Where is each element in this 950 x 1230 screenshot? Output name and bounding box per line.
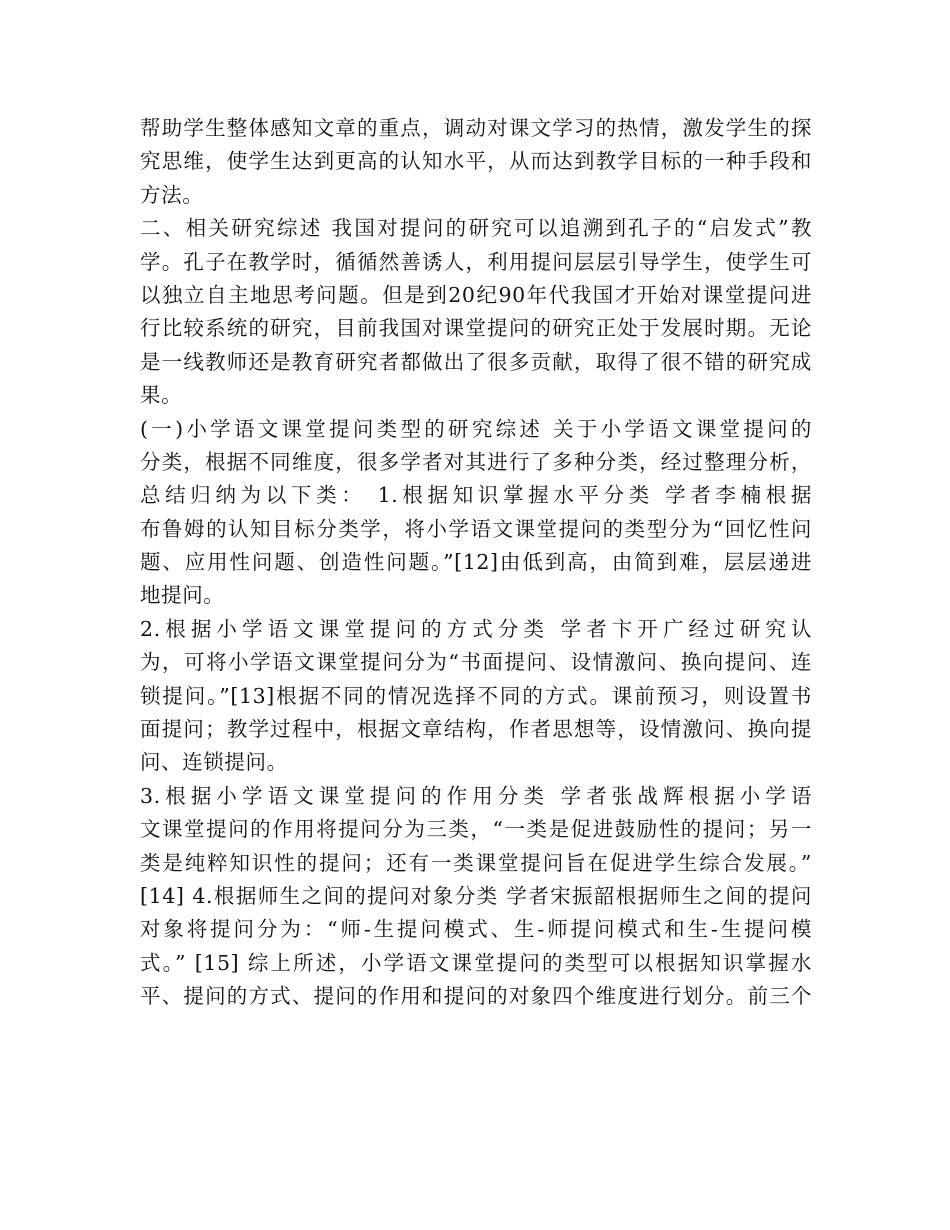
text-line: 对象将提问分为：“师-生提问模式、生-师提问模式和生-生提问模 <box>140 917 812 942</box>
text-line: 式。” [15] 综上所述，小学语文课堂提问的类型可以根据知识掌握水 <box>140 950 812 975</box>
text-line: 文课堂提问的作用将提问分为三类，“一类是促进鼓励性的提问；另一 <box>140 817 812 842</box>
text-line: 总结归纳为以下类： 1.根据知识掌握水平分类 学者李楠根据 <box>140 483 812 508</box>
text-line: 类是纯粹知识性的提问；还有一类课堂提问旨在促进学生综合发展。” <box>140 850 812 875</box>
text-line: 问、连锁提问。 <box>140 750 288 775</box>
text-line: [14] 4.根据师生之间的提问对象分类 学者宋振韶根据师生之间的提问 <box>140 883 812 908</box>
text-line: 3.根据小学语文课堂提问的作用分类 学者张战辉根据小学语 <box>140 783 812 808</box>
text-line: 帮助学生整体感知文章的重点，调动对课文学习的热情，激发学生的探 <box>140 116 812 140</box>
text-line: 果。 <box>140 383 183 408</box>
text-line: 布鲁姆的认知目标分类学，将小学语文课堂提问的类型分为“回忆性问 <box>140 516 812 541</box>
text-line: 题、应用性问题、创造性问题。”[12]由低到高，由简到难，层层递进 <box>140 550 812 575</box>
text-line: 为，可将小学语文课堂提问分为“书面提问、设情激问、换向提问、连 <box>140 650 812 675</box>
text-line: 是一线教师还是教育研究者都做出了很多贡献，取得了很不错的研究成 <box>140 349 812 374</box>
text-line: 究思维，使学生达到更高的认知水平，从而达到教学目标的一种手段和 <box>140 149 812 174</box>
text-line: 面提问；教学过程中，根据文章结构，作者思想等，设情激问、换向提 <box>140 717 812 742</box>
text-line: 学。孔子在教学时，循循然善诱人，利用提问层层引导学生，使学生可 <box>140 249 812 274</box>
text-line: (一)小学语文课堂提问类型的研究综述 关于小学语文课堂提问的 <box>140 416 812 441</box>
text-line: 方法。 <box>140 182 204 207</box>
body-text <box>140 112 812 1014</box>
text-line: 二、相关研究综述 我国对提问的研究可以追溯到孔子的“启发式”教 <box>140 216 812 241</box>
text-line: 以独立自主地思考问题。但是到20纪90年代我国才开始对课堂提问进 <box>140 282 812 307</box>
text-line: 平、提问的方式、提问的作用和提问的对象四个维度进行划分。前三个 <box>140 984 812 1009</box>
text-line: 锁提问。”[13]根据不同的情况选择不同的方式。课前预习，则设置书 <box>140 683 812 708</box>
text-line: 地提问。 <box>140 583 225 608</box>
text-line: 分类，根据不同维度，很多学者对其进行了多种分类，经过整理分析， <box>140 449 812 474</box>
text-line: 2.根据小学语文课堂提问的方式分类 学者卞开广经过研究认 <box>140 616 812 641</box>
text-line: 行比较系统的研究，目前我国对课堂提问的研究正处于发展时期。无论 <box>140 316 812 341</box>
